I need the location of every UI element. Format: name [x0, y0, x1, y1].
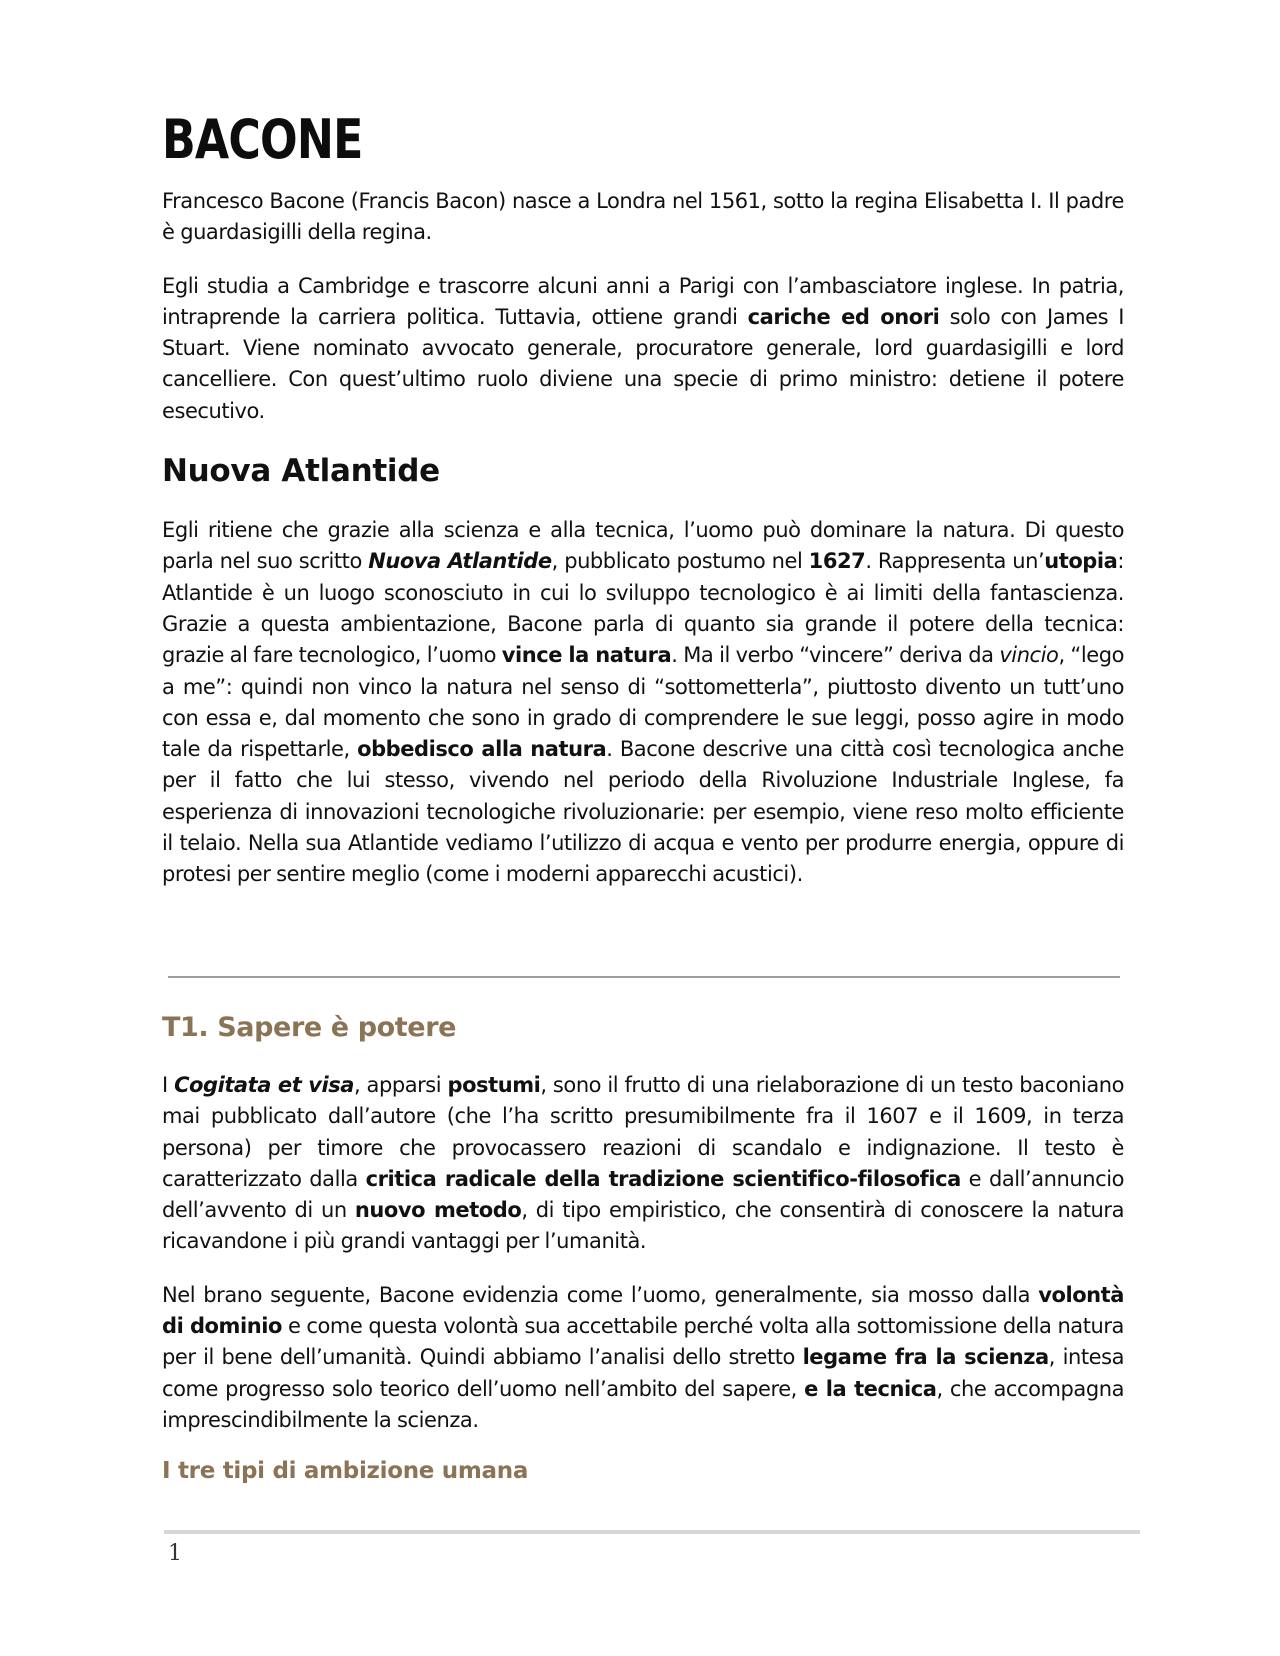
atlantide-text-3: , pubblicato postumo nel [551, 549, 809, 574]
t1-legame-fra-la-scienza: legame fra la scienza [802, 1345, 1049, 1370]
footer-rule [164, 1530, 1140, 1534]
t1-p2-text-c: e come questa volontà sua accettabile perché volta alla sottomissione della natura per il bene dell’umanità. Quindi abbiamo l’analisi dello stretto [162, 1314, 1124, 1370]
document-title: BACONE [162, 108, 363, 171]
t1-volonta-di-dominio: volontà di dominio [162, 1282, 1124, 1339]
atlantide-text-1: Egli ritiene che grazie alla scienza e alla tecnica, l’uomo può dominare la natura. Di questo parla nel suo scritto [162, 518, 1124, 574]
atlantide-obbedisco: obbedisco alla natura [357, 737, 607, 762]
atlantide-vincio: vincio [999, 643, 1059, 668]
t1-paragraph-2 [162, 1280, 1124, 1436]
intro-p1-text: Francesco Bacone (Francis Bacon) nasce a Londra nel 1561, sotto la regina Elisabetta I. Il padre è guardasigilli della regina. [162, 189, 1124, 245]
t1-e-la-tecnica: e la tecnica [804, 1376, 937, 1401]
page-number: 1 [168, 1541, 182, 1566]
t1-cogitata-et-visa: Cogitata et visa [174, 1073, 354, 1097]
t1-p1-text-c: , apparsi [353, 1073, 448, 1097]
atlantide-text-7: : Atlantide è un luogo sconosciuto in cui lo sviluppo tecnologico è ai limiti della fantascienza. Grazie a questa ambientazione, Bacone parla di quanto sia grande il potere della tecnica: grazie al fare tecnologico, l’uomo [162, 549, 1124, 668]
atlantide-paragraph [162, 515, 1124, 891]
section-divider [168, 976, 1120, 978]
atlantide-title-ref: Nuova Atlantide [368, 549, 552, 574]
subheading-tre-tipi-ambizione: I tre tipi di ambizione umana [162, 1458, 529, 1485]
document-page [162, 108, 1124, 891]
section-heading-t1: T1. Sapere è potere [162, 1012, 457, 1043]
t1-p1-text-g: e dall’annuncio dell’avvento di un [162, 1166, 1124, 1223]
t1-critica-radicale: critica radicale della tradizione scientifico-filosofica [365, 1166, 961, 1191]
intro-p2-bold-cariche: cariche ed onori [747, 304, 940, 329]
intro-paragraph-1 [162, 186, 1124, 249]
atlantide-text-13: . Bacone descrive una città così tecnologica anche per il fatto che lui stesso, vivendo nel periodo della Rivoluzione Industriale Inglese, fa esperienza di innovazioni tecnologiche rivoluzionarie: per esempio, viene reso molto efficiente il telaio. Nella sua Atlantide vediamo l’utilizzo di acqua e vento per produrre energia, oppure di protesi per sentire meglio (come i moderni apparecchi acustici). [162, 737, 1124, 887]
section-heading-nuova-atlantide: Nuova Atlantide [162, 453, 440, 490]
t1-p1-text-i: , di tipo empiristico, che consentirà di conoscere la natura ricavandone i più grandi vantaggi per l’umanità. [162, 1198, 1125, 1254]
section-t1 [162, 1008, 1124, 1488]
atlantide-year: 1627 [808, 549, 866, 574]
atlantide-text-9: . Ma il verbo “vincere” deriva da [671, 643, 1000, 668]
t1-p1-text-e: , sono il frutto di una rielaborazione di un testo baconiano mai pubblicato dall’autore (che l’ha scritto presumibilmente fra il 1607 e il 1609, in terza persona) per timore che provocassero reazioni di scandalo e indignazione. Il testo è caratterizzato dalla [162, 1073, 1125, 1191]
atlantide-text-5: . Rappresenta un’ [865, 549, 1045, 574]
atlantide-vince-la-natura: vince la natura [501, 643, 672, 668]
intro-p2-text-a: Egli studia a Cambridge e trascorre alcuni anni a Parigi con l’ambasciatore inglese. In patria, intraprende la carriera politica. Tuttavia, ottiene grandi [162, 273, 1124, 329]
t1-p2-text-a: Nel brano seguente, Bacone evidenzia come l’uomo, generalmente, sia mosso dalla [162, 1282, 1039, 1307]
t1-p2-text-e: , intesa come progresso solo teorico dell’uomo nell’ambito del sapere, [162, 1345, 1124, 1401]
t1-p1-text-a: I [162, 1073, 175, 1097]
t1-paragraph-1 [162, 1070, 1124, 1258]
atlantide-text-11: , “lego a me”: quindi non vinco la natura nel senso di “sottometterla”, piuttosto divento un tutt’uno con essa e, dal momento che sono in grado di comprendere le sue leggi, posso agire in modo tale da rispettarle, [162, 643, 1124, 762]
atlantide-utopia: utopia [1044, 549, 1118, 574]
t1-postumi: postumi [447, 1073, 541, 1097]
intro-paragraph-2 [162, 271, 1124, 427]
intro-p2-text-c: solo con James I Stuart. Viene nominato avvocato generale, procuratore generale, lord guardasigilli e lord cancelliere. Con quest’ultimo ruolo diviene una specie di primo ministro: detiene il potere esecutivo. [162, 304, 1124, 423]
t1-nuovo-metodo: nuovo metodo [354, 1198, 522, 1223]
t1-p2-text-g: , che accompagna imprescindibilmente la scienza. [162, 1376, 1124, 1432]
